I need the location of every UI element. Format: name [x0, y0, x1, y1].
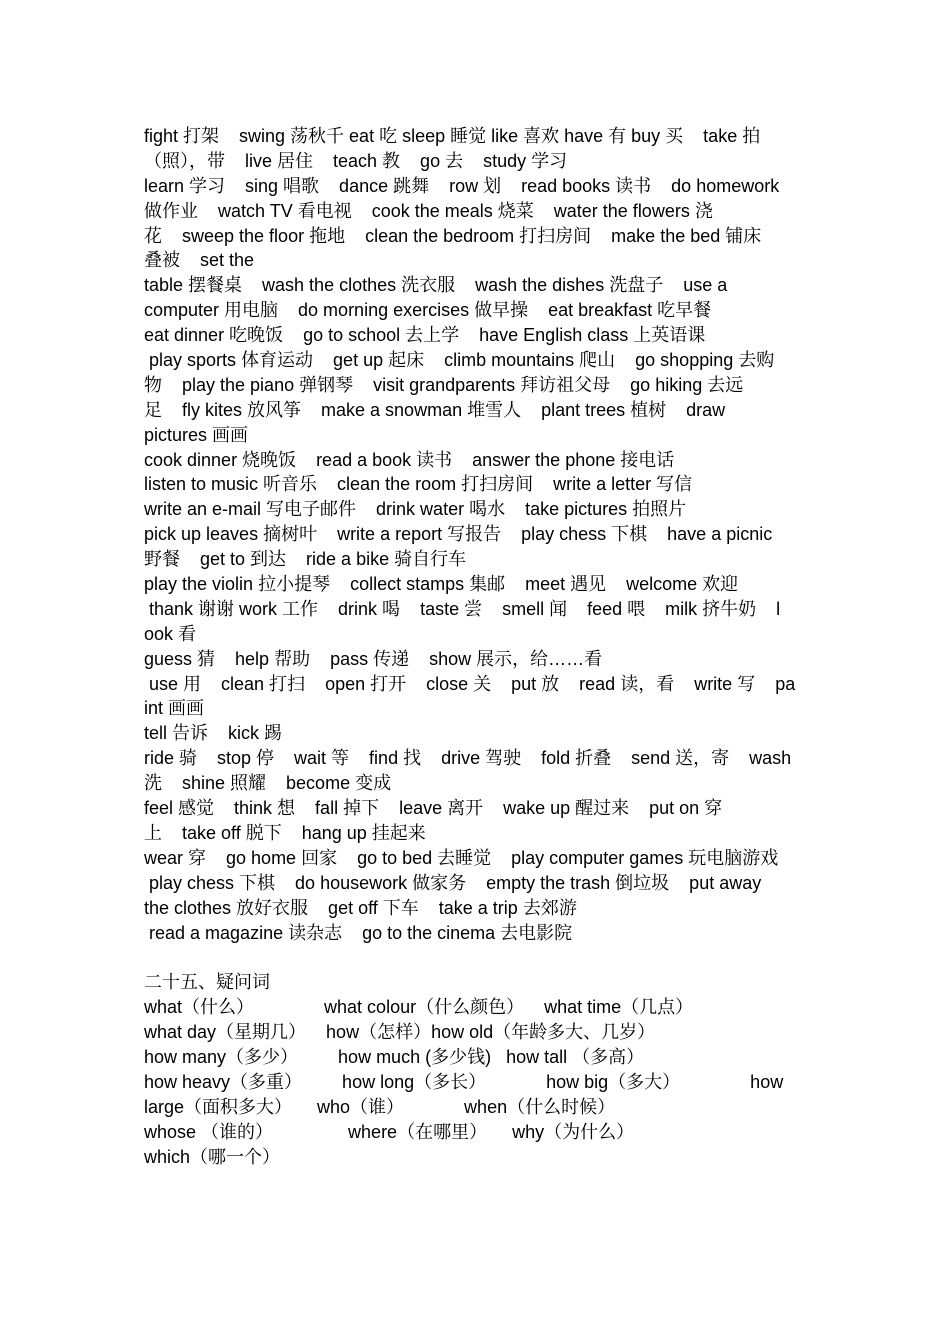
question-line: large（面积多大） who（谁） when（什么时候）: [144, 1096, 616, 1117]
vocab-line: 花 sweep the floor 拖地 clean the bedroom 打扫房间 make the bed 铺床: [144, 225, 762, 246]
vocab-line: ride 骑 stop 停 wait 等 find 找 drive 驾驶 fold 折叠 send 送，寄 wash: [144, 748, 792, 769]
question-line: how many（多少） how much (多少钱) how tall （多高）: [144, 1046, 645, 1067]
vocab-line: read a magazine 读杂志 go to the cinema 去电影院: [144, 922, 573, 943]
vocab-line: 做作业 watch TV 看电视 cook the meals 烧菜 water the flowers 浇: [144, 200, 713, 221]
vocab-line: 野餐 get to 到达 ride a bike 骑自行车: [144, 549, 467, 570]
vocab-line: play sports 体育运动 get up 起床 climb mountains 爬山 go shopping 去购: [144, 350, 775, 371]
document-page: [144, 124, 814, 1169]
question-line: what（什么） what colour（什么颜色） what time（几点）: [144, 997, 694, 1018]
vocab-line: ook 看: [144, 623, 197, 644]
section-spacer: [144, 945, 814, 970]
vocab-line: 物 play the piano 弹钢琴 visit grandparents 拜访祖父母 go hiking 去远: [144, 374, 744, 395]
vocab-line: 叠被 set the: [144, 250, 255, 271]
vocab-section: [144, 124, 814, 945]
question-line: which（哪一个）: [144, 1146, 281, 1167]
vocab-line: 洗 shine 照耀 become 变成: [144, 773, 392, 794]
vocab-line: feel 感觉 think 想 fall 掉下 leave 离开 wake up 醒过来 put on 穿: [144, 798, 723, 819]
question-line: whose （谁的） where（在哪里） why（为什么）: [144, 1121, 635, 1142]
vocab-line: eat dinner 吃晚饭 go to school 去上学 have English class 上英语课: [144, 325, 706, 346]
vocab-line: （照），带 live 居住 teach 教 go 去 study 学习: [144, 150, 568, 171]
vocab-line: thank 谢谢 work 工作 drink 喝 taste 尝 smell 闻 feed 喂 milk 挤牛奶 l: [144, 598, 781, 619]
vocab-line: guess 猜 help 帮助 pass 传递 show 展示，给……看: [144, 648, 603, 669]
vocab-line: use 用 clean 打扫 open 打开 close 关 put 放 read 读，看 write 写 pa: [144, 673, 796, 694]
vocab-line: 足 fly kites 放风筝 make a snowman 堆雪人 plant trees 植树 draw: [144, 399, 726, 420]
vocab-line: 上 take off 脱下 hang up 挂起来: [144, 822, 426, 843]
vocab-line: cook dinner 烧晚饭 read a book 读书 answer the phone 接电话: [144, 449, 675, 470]
vocab-line: fight 打架 swing 荡秋千 eat 吃 sleep 睡觉 like 喜欢 have 有 buy 买 take 拍: [144, 126, 761, 146]
vocab-line: pick up leaves 摘树叶 write a report 写报告 play chess 下棋 have a picnic: [144, 524, 773, 545]
vocab-line: tell 告诉 kick 踢: [144, 723, 283, 744]
vocab-line: play chess 下棋 do housework 做家务 empty the trash 倒垃圾 put away: [144, 872, 762, 893]
question-line: what day（星期几） how（怎样）how old（年龄多大、几岁）: [144, 1022, 656, 1043]
vocab-line: table 摆餐桌 wash the clothes 洗衣服 wash the dishes 洗盘子 use a: [144, 275, 728, 296]
vocab-line: pictures 画画: [144, 424, 249, 445]
vocab-line: learn 学习 sing 唱歌 dance 跳舞 row 划 read books 读书 do homework: [144, 175, 780, 196]
section-heading: 二十五、疑问词: [144, 972, 270, 993]
vocab-line: listen to music 听音乐 clean the room 打扫房间 write a letter 写信: [144, 474, 693, 495]
vocab-line: computer 用电脑 do morning exercises 做早操 eat breakfast 吃早餐: [144, 300, 712, 321]
vocab-line: int 画画: [144, 698, 205, 719]
vocab-line: play the violin 拉小提琴 collect stamps 集邮 meet 遇见 welcome 欢迎: [144, 574, 739, 595]
question-line: how heavy（多重） how long（多长） how big（多大） how: [144, 1071, 784, 1092]
vocab-line: the clothes 放好衣服 get off 下车 take a trip 去郊游: [144, 897, 577, 918]
question-words-section: [144, 970, 814, 1169]
vocab-line: write an e-mail 写电子邮件 drink water 喝水 take pictures 拍照片: [144, 499, 687, 520]
vocab-line: wear 穿 go home 回家 go to bed 去睡觉 play computer games 玩电脑游戏: [144, 847, 779, 868]
